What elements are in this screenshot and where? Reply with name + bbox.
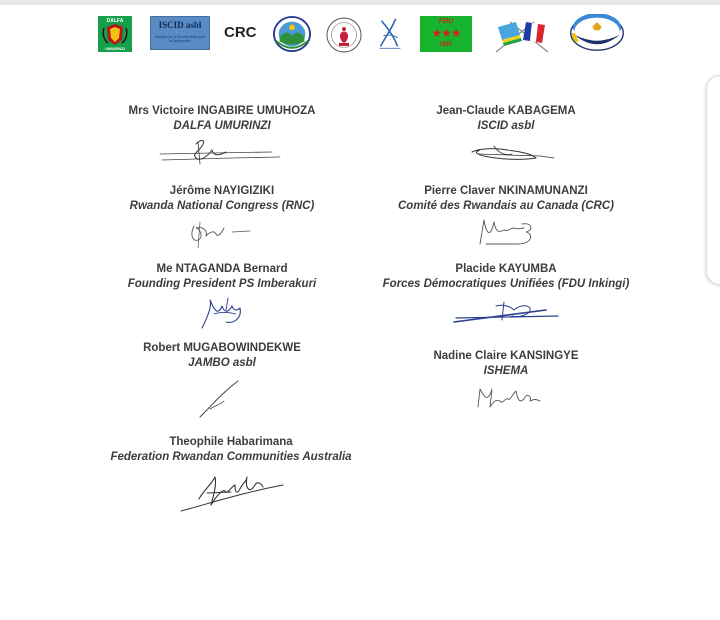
signatory-block (62, 184, 382, 250)
signatory-name: Me NTAGANDA Bernard (156, 263, 288, 275)
signatory-block (346, 104, 666, 170)
top-scroll-bar (0, 0, 720, 5)
signatory-organization: ISHEMA (483, 365, 529, 377)
signatory-organization: DALFA UMURINZI (173, 120, 271, 132)
signatory-block (346, 349, 666, 415)
signature-image (436, 214, 576, 254)
ps-imberakuri-seal-icon (326, 16, 362, 54)
crossed-flags-icon (490, 18, 554, 56)
signatory-organization: Comité des Rwandais au Canada (CRC) (398, 200, 614, 212)
signatory-name: Pierre Claver NKINAMUNANZI (424, 185, 588, 197)
signatory-organization: JAMBO asbl (188, 357, 256, 369)
dalfa-logo (98, 16, 132, 52)
iscid-logo (150, 16, 210, 50)
signatory-name: Nadine Claire KANSINGYE (433, 350, 579, 362)
side-floating-panel[interactable] (706, 75, 720, 285)
signatory-organization: Rwanda National Congress (RNC) (129, 200, 315, 212)
signatory-organization: Founding President PS Imberakuri (127, 278, 317, 290)
fdu-logo (420, 16, 472, 52)
signatory-name: Jérôme NAYIGIZIKI (169, 185, 275, 197)
signature-image (436, 379, 576, 415)
dalfa-logo-text: DALFA (106, 18, 124, 24)
rnc-seal-icon (271, 15, 313, 53)
signatory-organization: Federation Rwandan Communities Australia (110, 451, 352, 463)
iscid-logo-subtitle: Initiative de la Société civile pour la Démocratie (154, 35, 206, 43)
signatory-block (71, 435, 391, 515)
signatory-block (346, 184, 666, 254)
signatory-name: Robert MUGABOWINDEKWE (143, 342, 301, 354)
dalfa-logo-subtext: UMURINZI (105, 46, 125, 51)
fdu-logo-bottom-text: UDF (439, 42, 453, 48)
signature-image (436, 292, 576, 328)
signatory-organization: ISCID asbl (477, 120, 535, 132)
iscid-logo-title: ISCID asbl (158, 20, 202, 30)
signature-image (436, 134, 576, 170)
signatory-organization: Forces Démocratiques Unifiées (FDU Inkingi) (382, 278, 630, 290)
signature-image (152, 134, 292, 170)
signatory-block (62, 262, 382, 332)
crc-logo: CRC (224, 24, 257, 41)
signatory-block (62, 341, 382, 421)
signatory-name: Mrs Victoire INGABIRE UMUHOZA (128, 105, 316, 117)
frca-logo-icon (566, 14, 628, 52)
signature-image (151, 465, 311, 515)
signature-image (152, 371, 292, 421)
signatory-name: Theophile Habarimana (169, 436, 293, 448)
jambo-logo-icon (376, 15, 404, 53)
signatory-block (62, 104, 382, 170)
fdu-logo-stars: ★★★ (431, 26, 461, 40)
signatory-name: Placide KAYUMBA (455, 263, 557, 275)
signatory-block (346, 262, 666, 328)
signatory-name: Jean-Claude KABAGEMA (436, 105, 576, 117)
signature-image (152, 292, 292, 332)
signature-image (152, 214, 292, 250)
fdu-logo-top-text: FDU (438, 18, 454, 25)
